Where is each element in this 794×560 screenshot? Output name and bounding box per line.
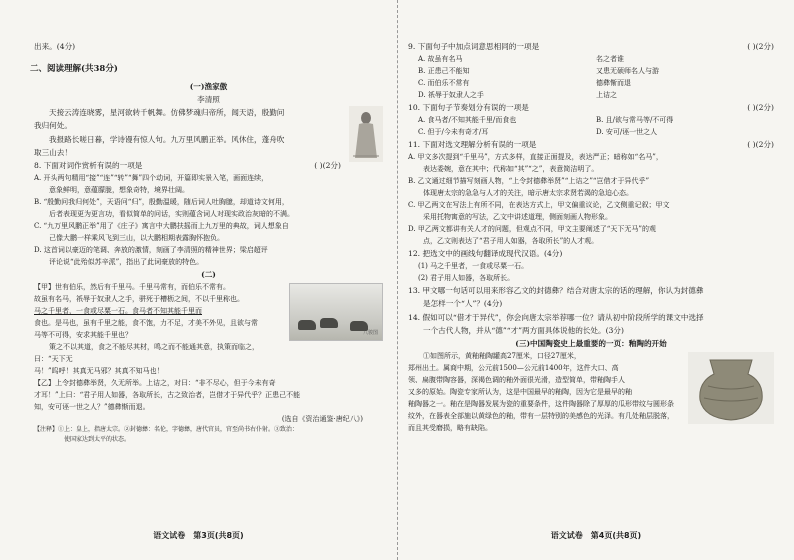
option-row: C. 但于/今未有奇才/耳 D. 安可/诬一世之人 [418, 128, 658, 137]
top-line: 出来。(4分) [34, 42, 76, 51]
poem-block [34, 106, 383, 158]
score-label: ( )(2分) [314, 160, 341, 170]
option-line: 体现唐太宗的急急与人才的关注，暗示唐太宗求贤若渴的急迫心态。 [423, 189, 633, 198]
q8-options [34, 172, 383, 268]
passage-line: 郑州出土。属商中期，公元前1500—公元前1400年，这件大口、高 [408, 363, 619, 372]
option-line: 评论说“此殆似苏辛派”，指出了此词豪放的特色。 [49, 257, 204, 266]
question-14: 14. 假如可以“借才于异代”，你会向唐太宗举荐哪一位？请从初中阶段所学的课文中选择 [408, 312, 704, 322]
question-12: 12. 把选文中的画线句翻译成现代汉语。(4分) [408, 249, 563, 259]
horse-icon [298, 320, 316, 330]
option-line: C. 甲乙两文在写法上有所不同，在表达方式上，甲文偏重议论，乙文侧重记叙；甲文 [408, 201, 670, 210]
page-footer: 语文试卷 第4页(共8页) [550, 530, 642, 540]
option-line: D. 这首词以豪迈的笔调、奔放的激情，刻画了李清照的精神世界；梁启超评 [34, 245, 268, 254]
question-11: 11. 下面对选文理解分析有误的一项是 ( )(2分) [408, 138, 774, 151]
poem-heading: (一)渔家傲 [189, 82, 228, 92]
poem-line: 天接云涛连晓雾，星河欲转千帆舞。仿佛梦魂归帝所，闻天语，殷勤问 [49, 108, 285, 118]
footnote: 【注释】①上：皇上，指唐太宗。②封德彝：名伦，字德彝，唐代官员，官至尚书右仆射。③致治： [34, 425, 299, 433]
option-line: A. 开头两句精用“接”“连”“转”“舞”四个动词，开篇即实景入笔，画面连续， [34, 173, 269, 182]
passage-line: 马！”呜呼！其真无马邪？其真不知马也！ [34, 366, 164, 375]
passage-line: 食也。是马也，虽有千里之能，食不饱，力不足，才美不外见，且欲与常 [34, 318, 258, 327]
pottery-jar-image [688, 352, 774, 424]
source-citation: (选自《资治通鉴·唐纪八》) [281, 414, 363, 423]
passage-line: 知，安可诬一世之人？”德彝惭而退。 [34, 402, 150, 411]
question-13-cont: 是怎样一个“人”？(4分) [423, 299, 503, 309]
passage-line: 策之不以其道，食之不能尽其材，鸣之而不能通其意，执策而临之，曰：“天下无 [34, 342, 259, 363]
passage2-heading: (二) [201, 269, 216, 279]
q11-options [408, 151, 774, 247]
poet-illustration [349, 106, 383, 162]
score-label: ( )(2分) [747, 140, 774, 150]
page-footer: 语文试卷 第3页(共8页) [153, 530, 244, 540]
poem-author: 李清照 [197, 95, 220, 105]
section-title: 二、阅读理解(共38分) [30, 64, 118, 75]
right-page [397, 0, 794, 560]
passage-line: 【甲】世有伯乐，然后有千里马。千里马常有，而伯乐不常有。 [34, 282, 230, 291]
passage-line: 釉陶器之一。釉在是陶器发展为瓷的重要条件，这件陶器除了厚厚的瓜形带纹与圆形条 [408, 399, 674, 408]
question-8: 8. 下面对词作赏析有误的一项是 ( )(2分) [34, 159, 383, 172]
option-row: A. 故虽有名马 名之者谁 [418, 55, 624, 64]
passage-line: 又多的原始。陶瓷专家所认为，这是中国最早的釉陶，因为它是最早的釉 [408, 387, 632, 396]
passage-yi [34, 377, 383, 413]
option-line: 点，乙文则表达了“君子用人如器，各取所长”的人才观。 [423, 237, 599, 246]
question-9: 9. 下面句子中加点词意思相同的一项是 ( )(2分) [408, 40, 774, 53]
question-13: 13. 甲文哪一句话可以用来形容乙文的封德彝？结合对唐太宗的话的理解，你认为封德彝 [408, 286, 704, 296]
score-label: ( )(2分) [747, 103, 774, 113]
footnote: 使国家达到太平的状态。 [64, 435, 131, 443]
poem-line: 我报路长嗟日暮，学诗谩有惊人句。九万里风鹏正举。风休住，蓬舟吹 [49, 134, 285, 144]
q12-item: (1) 马之千里者，一食或尽粟一石。 [418, 262, 529, 271]
passage-jia [34, 281, 383, 377]
passage3-heading: (三)中国陶瓷史上最重要的一页：釉陶的开始 [515, 338, 667, 348]
poet-figure-icon [349, 106, 383, 162]
q12-item: (2) 君子用人如器，各取所长。 [418, 274, 515, 283]
passage-line: 而且其受磨损，略有缺陷。 [408, 423, 492, 432]
option-line: C. “九万里风鹏正举”用了《庄子》寓言中大鹏扶摇而上九万里的典故，词人想象自 [34, 221, 289, 230]
option-line: 己像大鹏一样乘风飞到三山，以大鹏相期表露胸怀抱负。 [49, 233, 224, 242]
option-row: B. 正患己不能知 又患无硕师名人与游 [418, 67, 659, 76]
poem-line: 我归何处。 [34, 121, 72, 131]
jar-icon [688, 352, 774, 424]
passage-line: 【乙】上令封德彝举贤，久无所举。上诘之，对曰：“非不尽心，但于今未有奇 [34, 378, 276, 387]
question-14-cont: 一个古代人物，并从“德”“才”两方面具体说他的长处。(3分) [423, 325, 624, 335]
option-line: 意象鲜明，意蕴朦胧，想象奇特，境界壮阔。 [49, 185, 189, 194]
q10-options [408, 114, 774, 138]
score-label: ( )(2分) [747, 42, 774, 51]
option-line: 采用托物寓意的写法，乙文中讲述道理，侧面刻画人物形象。 [423, 213, 612, 222]
question-10: 10. 下面句子节奏划分有误的一项是 ( )(2分) [408, 101, 774, 114]
horse-painting [289, 283, 383, 341]
passage-line: 纹外，在器表全部施以黄绿色的釉，带有一层特别的美感色的光泽。有几处釉层脱落， [408, 411, 674, 420]
q9-options [408, 53, 774, 101]
option-line: 后者表现更为更言功，看似简单的问话，实则蕴含词人对现实政治灰暗的不满。 [49, 209, 294, 218]
option-line: B. 乙文通过细节描写刻画人物，“上令封德彝举贤”“上诘之”“岂借才于异代乎” [408, 177, 650, 186]
option-row: A. 食马者/不知其能千里/而食也 B. 且/欲与常马等/不可得 [418, 116, 674, 125]
horse-icon [320, 318, 338, 328]
poem-line: 取三山去！ [34, 147, 72, 157]
option-row: C. 而伯乐不常有 德彝惭而退 [418, 79, 631, 88]
passage-line: 领、扁腹带陶容器，深褐色调的釉外面很光滑，造型简单，带釉陶手人 [408, 375, 625, 384]
option-line: 表达委婉，意在其中；代称如“其”“之”，表意简洁明了。 [423, 165, 599, 174]
underlined-sentence: 马之千里者，一食或尽粟一石。食马者不知其能千里而 [34, 306, 202, 315]
passage-line: 马等不可得，安求其能千里也？ [34, 330, 132, 339]
option-line: D. 甲乙两文都讲有关人才的问题，但观点不同，甲文主要阐述了“天下无马”的观 [408, 225, 656, 234]
option-line: B. “殷勤问我归何处”，天语问“归”，殷勤温暖，随后词人吐胸臆，却道诗文何用， [34, 197, 289, 206]
painting-caption: 八骏图 [362, 329, 378, 336]
option-line: A. 甲文多次提到“千里马”，方式多样，直接正面提及，表达严正；暗称如“名马”， [408, 153, 663, 162]
passage-line: ①如图所示，黄釉釉陶罐高27厘米，口径27厘米， [423, 351, 581, 360]
passage3 [408, 350, 774, 434]
passage-line: 故虽有名马，祇辱于奴隶人之手，骈死于槽枥之间，不以千里称也。 [34, 294, 244, 303]
passage-line: 才耳！”上曰：“君子用人如器，各取所长，古之致治者，岂借才于异代乎？正患己不能 [34, 390, 301, 399]
option-row: D. 祇辱于奴隶人之手 上诘之 [418, 91, 617, 100]
